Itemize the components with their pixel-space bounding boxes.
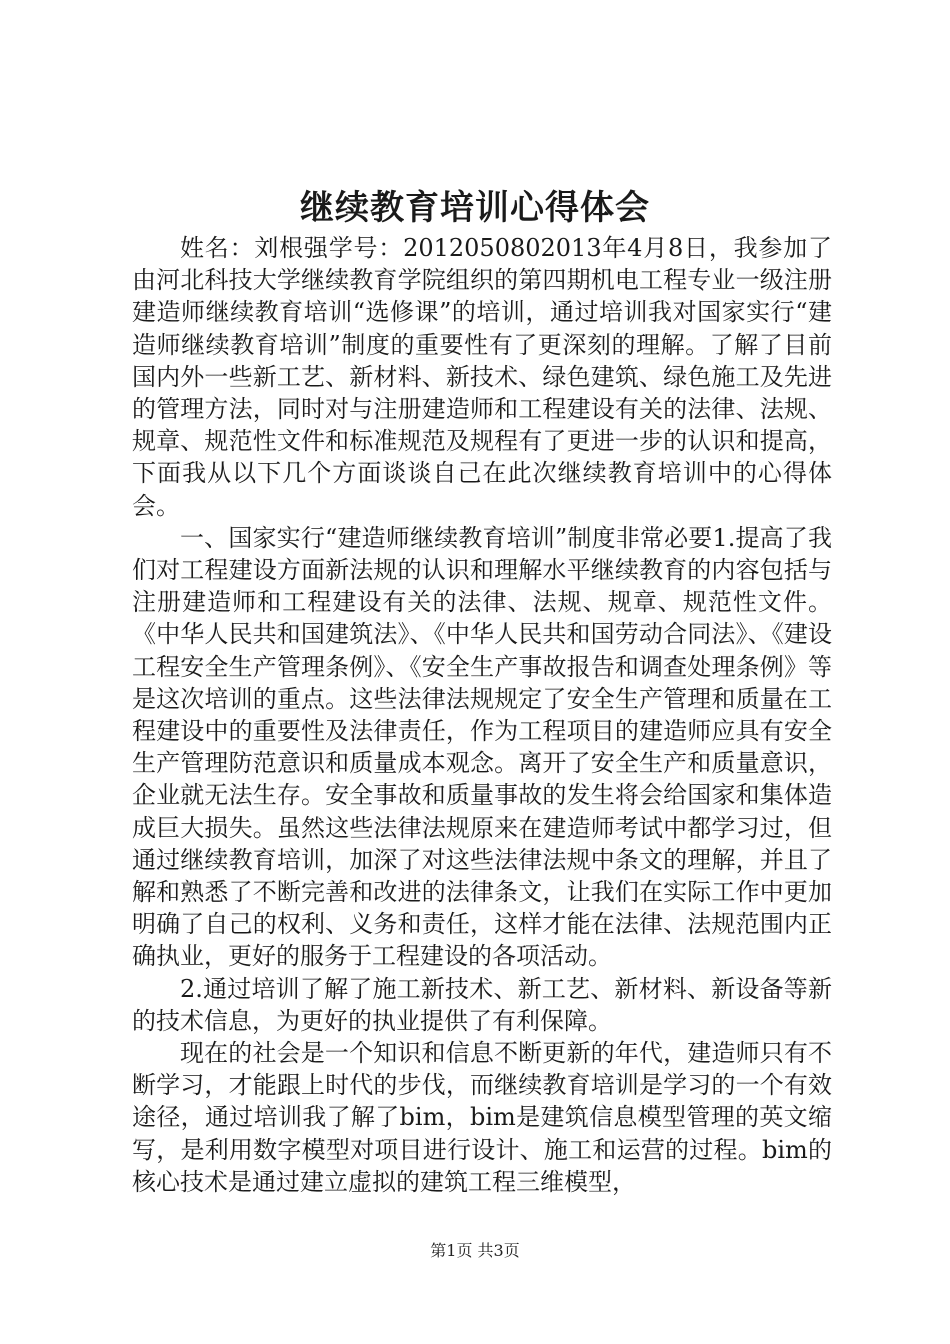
paragraph-point-two: 2.通过培训了解了施工新技术、新工艺、新材料、新设备等新的技术信息，为更好的执业提供了有利保障。 (132, 974, 832, 1035)
document-title: 继续教育培训心得体会 (300, 188, 650, 228)
document-body (132, 232, 832, 1198)
page-number-footer: 第1页 共3页 (430, 1241, 520, 1260)
paragraph-intro: 姓名：刘根强学号：2012050802013年4月8日，我参加了由河北科技大学继续教育学院组织的第四期机电工程专业一级注册建造师继续教育培训“选修课”的培训，通过培训我对国家实行“建造师继续教育培训”制度的重要性有了更深刻的理解。了解了目前国内外一些新工艺、新材料、新技术、绿色建筑、绿色施工及先进的管理方法，同时对与注册建造师和工程建设有关的法律、法规、规章、规范性文件和标准规范及规程有了更进一步的认识和提高，下面我从以下几个方面谈谈自己在此次继续教育培训中的心得体会。 (132, 234, 832, 520)
paragraph-bim: 现在的社会是一个知识和信息不断更新的年代，建造师只有不断学习，才能跟上时代的步伐，而继续教育培训是学习的一个有效途径，通过培训我了解了bim，bim是建筑信息模型管理的英文缩写，是利用数字模型对项目进行设计、施工和运营的过程。bim的核心技术是通过建立虚拟的建筑工程三维模型， (132, 1039, 832, 1196)
paragraph-section-one: 一、国家实行“建造师继续教育培训”制度非常必要1.提高了我们对工程建设方面新法规的认识和理解水平继续教育的内容包括与注册建造师和工程建设有关的法律、法规、规章、规范性文件。《中华人民共和国建筑法》、《中华人民共和国劳动合同法》、《建设工程安全生产管理条例》、《安全生产事故报告和调查处理条例》等是这次培训的重点。这些法律法规规定了安全生产管理和质量在工程建设中的重要性及法律责任，作为工程项目的建造师应具有安全生产管理防范意识和质量成本观念。离开了安全生产和质量意识，企业就无法生存。安全事故和质量事故的发生将会给国家和集体造成巨大损失。虽然这些法律法规原来在建造师考试中都学习过，但通过继续教育培训，加深了对这些法律法规中条文的理解，并且了解和熟悉了不断完善和改进的法律条文，让我们在实际工作中更加明确了自己的权利、义务和责任，这样才能在法律、法规范围内正确执业，更好的服务于工程建设的各项活动。 (132, 523, 832, 971)
